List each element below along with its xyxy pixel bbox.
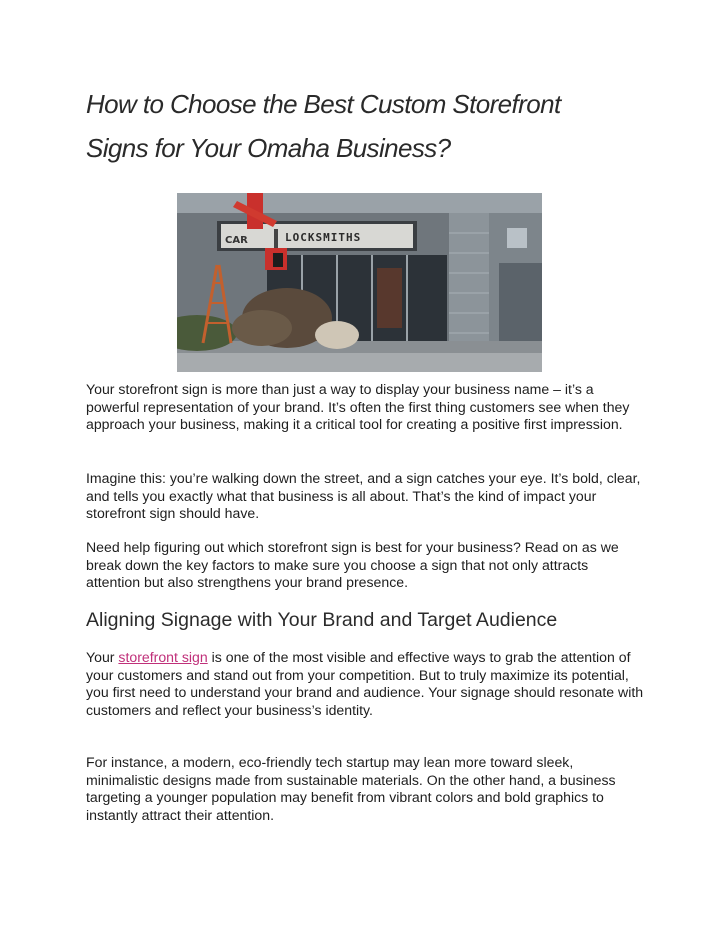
article-title (86, 82, 666, 170)
brand-paragraph-start: Your (86, 649, 119, 665)
example-paragraph: For instance, a modern, eco-friendly tech startup may lean more toward sleek, minimalistic designs made from sustainable materials. On the other hand, a business targeting a younger population may benefit from vibrant colors and bold graphics to instantly attract their attention. (86, 754, 616, 823)
title-line-2: Signs for Your Omaha Business? (86, 133, 451, 163)
sign-main-text: LOCKSMITHS (285, 231, 362, 244)
storefront-photo (177, 193, 542, 372)
sign-left-text: CAR (225, 235, 248, 246)
brand-paragraph-end: is one of the most visible and effective ways to grab the attention of your customers and stand out from your competition. But to truly maximize its potential, you first need to understand your brand and audience. Your signage should resonate with customers and reflect your business’s identity. (86, 649, 644, 718)
intro-paragraph-3: Need help figuring out which storefront sign is best for your business? Read on as we break down the key factors to make sure you choose a sign that not only attracts attention but also strengthens your brand presence. (86, 539, 619, 591)
intro-paragraph-1: Your storefront sign is more than just a way to display your business name – it’s a powerful representation of your brand. It’s often the first thing customers see when they approach your business, making it a critical tool for creating a positive first impression. (86, 381, 630, 433)
intro-paragraph-2: Imagine this: you’re walking down the street, and a sign catches your eye. It’s bold, clear, and tells you exactly what that business is all about. That’s the kind of impact your storefront sign should have. (86, 470, 641, 522)
section-heading: Aligning Signage with Your Brand and Target Audience (86, 609, 558, 631)
title-line-1: How to Choose the Best Custom Storefront (86, 89, 561, 119)
storefront-sign-link[interactable]: storefront sign (118, 649, 208, 665)
brand-paragraph (86, 649, 646, 719)
